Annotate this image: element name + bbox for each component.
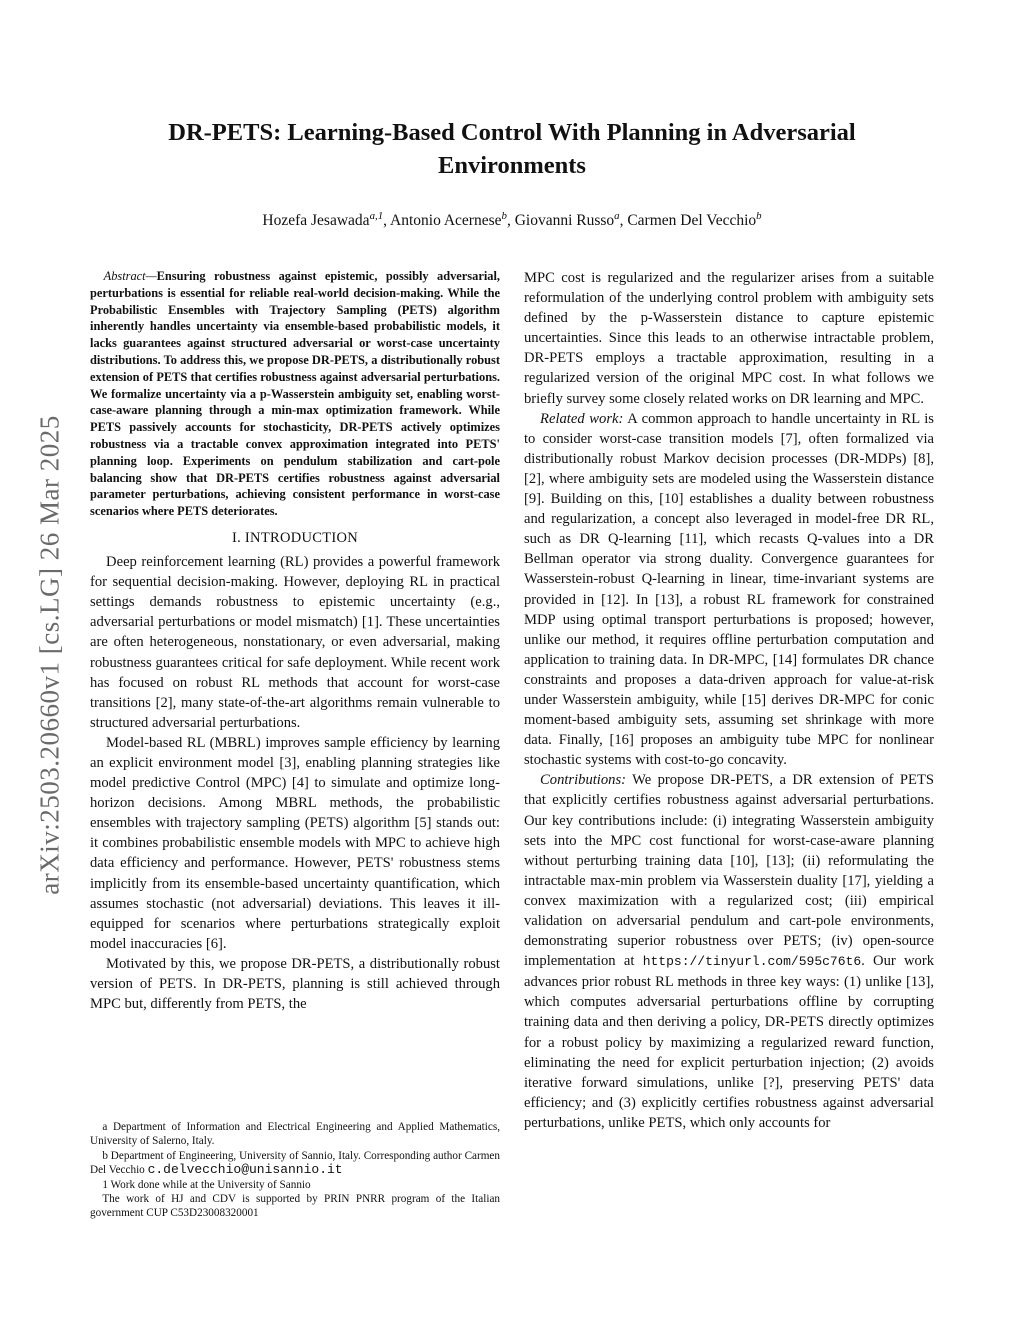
source-code-link[interactable]: https://tinyurl.com/595c76t6 xyxy=(642,954,862,970)
footnote: 1 Work done while at the University of Sannio xyxy=(102,1178,311,1191)
arxiv-id-text: arXiv:2503.20660v1 [cs.LG] 26 Mar 2025 xyxy=(34,415,65,895)
section-heading-introduction: I. INTRODUCTION xyxy=(231,529,359,546)
paragraph: MPC cost is regularized and the regularizer arises from a suitable reformulation of the underlying control problem with ambiguity sets defined by the p-Wasserstein distance to capture epistemic uncertainties. Since this leads to an otherwise intractable problem, DR-PETS employs a tractable approximation, resulting in a regularized version of the original MPC cost. In what follows we briefly survey some closely related works on DR learning and MPC. xyxy=(524,270,934,407)
paragraph: Model-based RL (MBRL) improves sample efficiency by learning an explicit environment model [3], enabling planning strategies like model predictive Control (MPC) [4] to simulate and optimize long-horizon decisions. Among MBRL methods, the probabilistic ensembles with trajectory sampling (PETS) algorithm [5] stands out: it combines probabilistic ensemble models with MPC to achieve high data efficiency and performance. However, PETS' robustness stems implicitly from its ensemble-based uncertainty quantification, which assumes stochastic (not adversarial) deviations. This leaves it ill-equipped for scenarios where perturbations strategically exploit model inaccuracies [6]. xyxy=(90,734,500,952)
contributions-label: Contributions: xyxy=(540,772,626,789)
footnotes xyxy=(90,1120,500,1221)
abstract: Abstract—Ensuring robustness against epistemic, possibly adversarial, perturbations is essential for reliable real-world decision-making. While the Probabilistic Ensembles with Trajectory Sampling (PETS) algorithm inherently handles uncertainty via ensemble-based probabilistic models, it lacks guarantees against structured adversarial or worst-case uncertainty distributions. To address this, we propose DR-PETS, a distributionally robust extension of PETS that certifies robustness against adversarial perturbations. We formalize uncertainty via a p-Wasserstein ambiguity set, enabling worst-case-aware planning through a min-max optimization framework. While PETS passively accounts for stochasticity, DR-PETS actively optimizes robustness via a tractable convex approximation integrated into PETS' planning loop. Experiments on pendulum stabilization and cart-pole balancing show that DR-PETS certifies robustness against adversarial parameter perturbations, achieving consistent performance in worst-case scenarios where PETS deteriorates. xyxy=(90,269,500,519)
author: Carmen Del Vecchio$^b$ xyxy=(627,210,762,230)
related-work-paragraph: Related work: A common approach to handle uncertainty in RL is to consider worst-case transition models [7], often formalized via distributionally robust Markov decision processes (DR-MDPs) [8], [2], where ambiguity sets are modeled using the Wasserstein distance [9]. Building on this, [10] establishes a duality between robustness and regularization, a concept also leveraged in model-free DR RL, such as DR Q-learning [11], which recasts Q-values into a DR Bellman operator via strong duality. Convergence guarantees for Wasserstein-robust Q-learning in linear, time-invariant systems are provided in [12]. In [13], a robust RL framework for constrained MDP using optimal transport perturbations is proposed; however, unlike our method, it requires offline perturbation computation and application to training data. In DR-MPC, [14] formulates DR chance constraints and proposes a data-driven approach for value-at-risk under Wasserstein ambiguity, while [15] derives DR-MPC for conic moment-based ambiguity sets, assuming set shrinkage with more data. Finally, [16] proposes an ambiguity tube MPC for nonlinear stochastic systems with cost-to-go concavity. xyxy=(524,410,934,769)
author-list: Hozefa Jesawada$^{a,1}$, Antonio Acernese$^b$, Giovanni Russo$^a$, Carmen Del Vecchio$^b$ xyxy=(262,210,762,230)
footnote: The work of HJ and CDV is supported by PRIN PNRR program of the Italian government CUP C53D23008320001 xyxy=(90,1193,500,1220)
author: Giovanni Russo$^a$ xyxy=(514,210,620,230)
author: Antonio Acernese$^b$ xyxy=(390,210,507,230)
abstract-text: Ensuring robustness against epistemic, possibly adversarial, perturbations is essential for reliable real-world decision-making. While the Probabilistic Ensembles with Trajectory Sampling (PETS) algorithm inherently handles uncertainty via ensemble-based probabilistic models, it lacks guarantees against structured adversarial or worst-case uncertainty distributions. To address this, we propose DR-PETS, a distributionally robust extension of PETS that certifies robustness against adversarial perturbations. We formalize uncertainty via a p-Wasserstein ambiguity set, enabling worst-case-aware planning through a min-max optimization framework. While PETS passively accounts for stochasticity, DR-PETS actively optimizes robustness via a tractable convex approximation integrated into PETS' planning loop. Experiments on pendulum stabilization and cart-pole balancing show that DR-PETS certifies robustness against adversarial parameter perturbations, achieving consistent performance in worst-case scenarios where PETS deteriorates. xyxy=(90,269,500,519)
author: Hozefa Jesawada$^{a,1}$ xyxy=(262,210,384,230)
author-email-link[interactable]: c.delvecchio@unisannio.it xyxy=(147,1162,343,1178)
arxiv-side-identifier xyxy=(30,355,70,955)
footnote: b Department of Engineering, University of Sannio, Italy. Corresponding author Carmen Del Vecchio c.delvecchio@unisannio.it xyxy=(90,1149,500,1178)
footnote: a Department of Information and Electrical Engineering and Applied Mathematics, University of Salerno, Italy. xyxy=(90,1121,500,1148)
contributions-paragraph: Contributions: We propose DR-PETS, a DR extension of PETS that explicitly certifies robustness against adversarial perturbations. Our key contributions include: (i) integrating Wasserstein ambiguity sets into the MPC cost functional for worst-case-aware planning without perturbing training data [10], [13]; (ii) reformulating the intractable max-min problem via Wasserstein duality [17], yielding a convex maximization with a regularized cost; (iii) empirical validation on adversarial pendulum and cart-pole environments, demonstrating superior robustness over PETS; (iv) open-source implementation at https://tinyurl.com/595c76t6. Our work advances prior robust RL methods in three key ways: (1) unlike [13], which computes adversarial perturbations offline by corrupting training data and then deriving a policy, DR-PETS directly optimizes for a robust policy by maximizing a regularized reward function, eliminating the need for explicit perturbation injection; (2) avoids iterative forward simulations, unlike [?], preserving PETS' data efficiency; and (3) explicitly certifies robustness against adversarial perturbations, unlike PETS, which only accounts for xyxy=(524,772,935,1131)
right-column xyxy=(524,268,934,1133)
paragraph: Motivated by this, we propose DR-PETS, a distributionally robust version of PETS. In DR-PETS, planning is still achieved through MPC but, differently from PETS, the xyxy=(90,955,500,1013)
abstract-label: Abstract xyxy=(103,269,146,283)
related-work-label: Related work: xyxy=(540,410,624,427)
paragraph: Deep reinforcement learning (RL) provides a powerful framework for sequential decision-making. However, deploying RL in practical settings demands robustness to epistemic uncertainty (e.g., adversarial perturbations or model mismatch) [1]. These uncertainties are often heterogeneous, nonstationary, or even adversarial, making robustness guarantees critical for safe deployment. While recent work has focused on robust RL methods that account for worst-case transitions [2], many state-of-the-art algorithms remain vulnerable to structured adversarial perturbations. xyxy=(90,554,500,731)
left-column xyxy=(90,268,500,1014)
paper-title: DR-PETS: Learning-Based Control With Planning in Adversarial Environments xyxy=(168,119,856,179)
